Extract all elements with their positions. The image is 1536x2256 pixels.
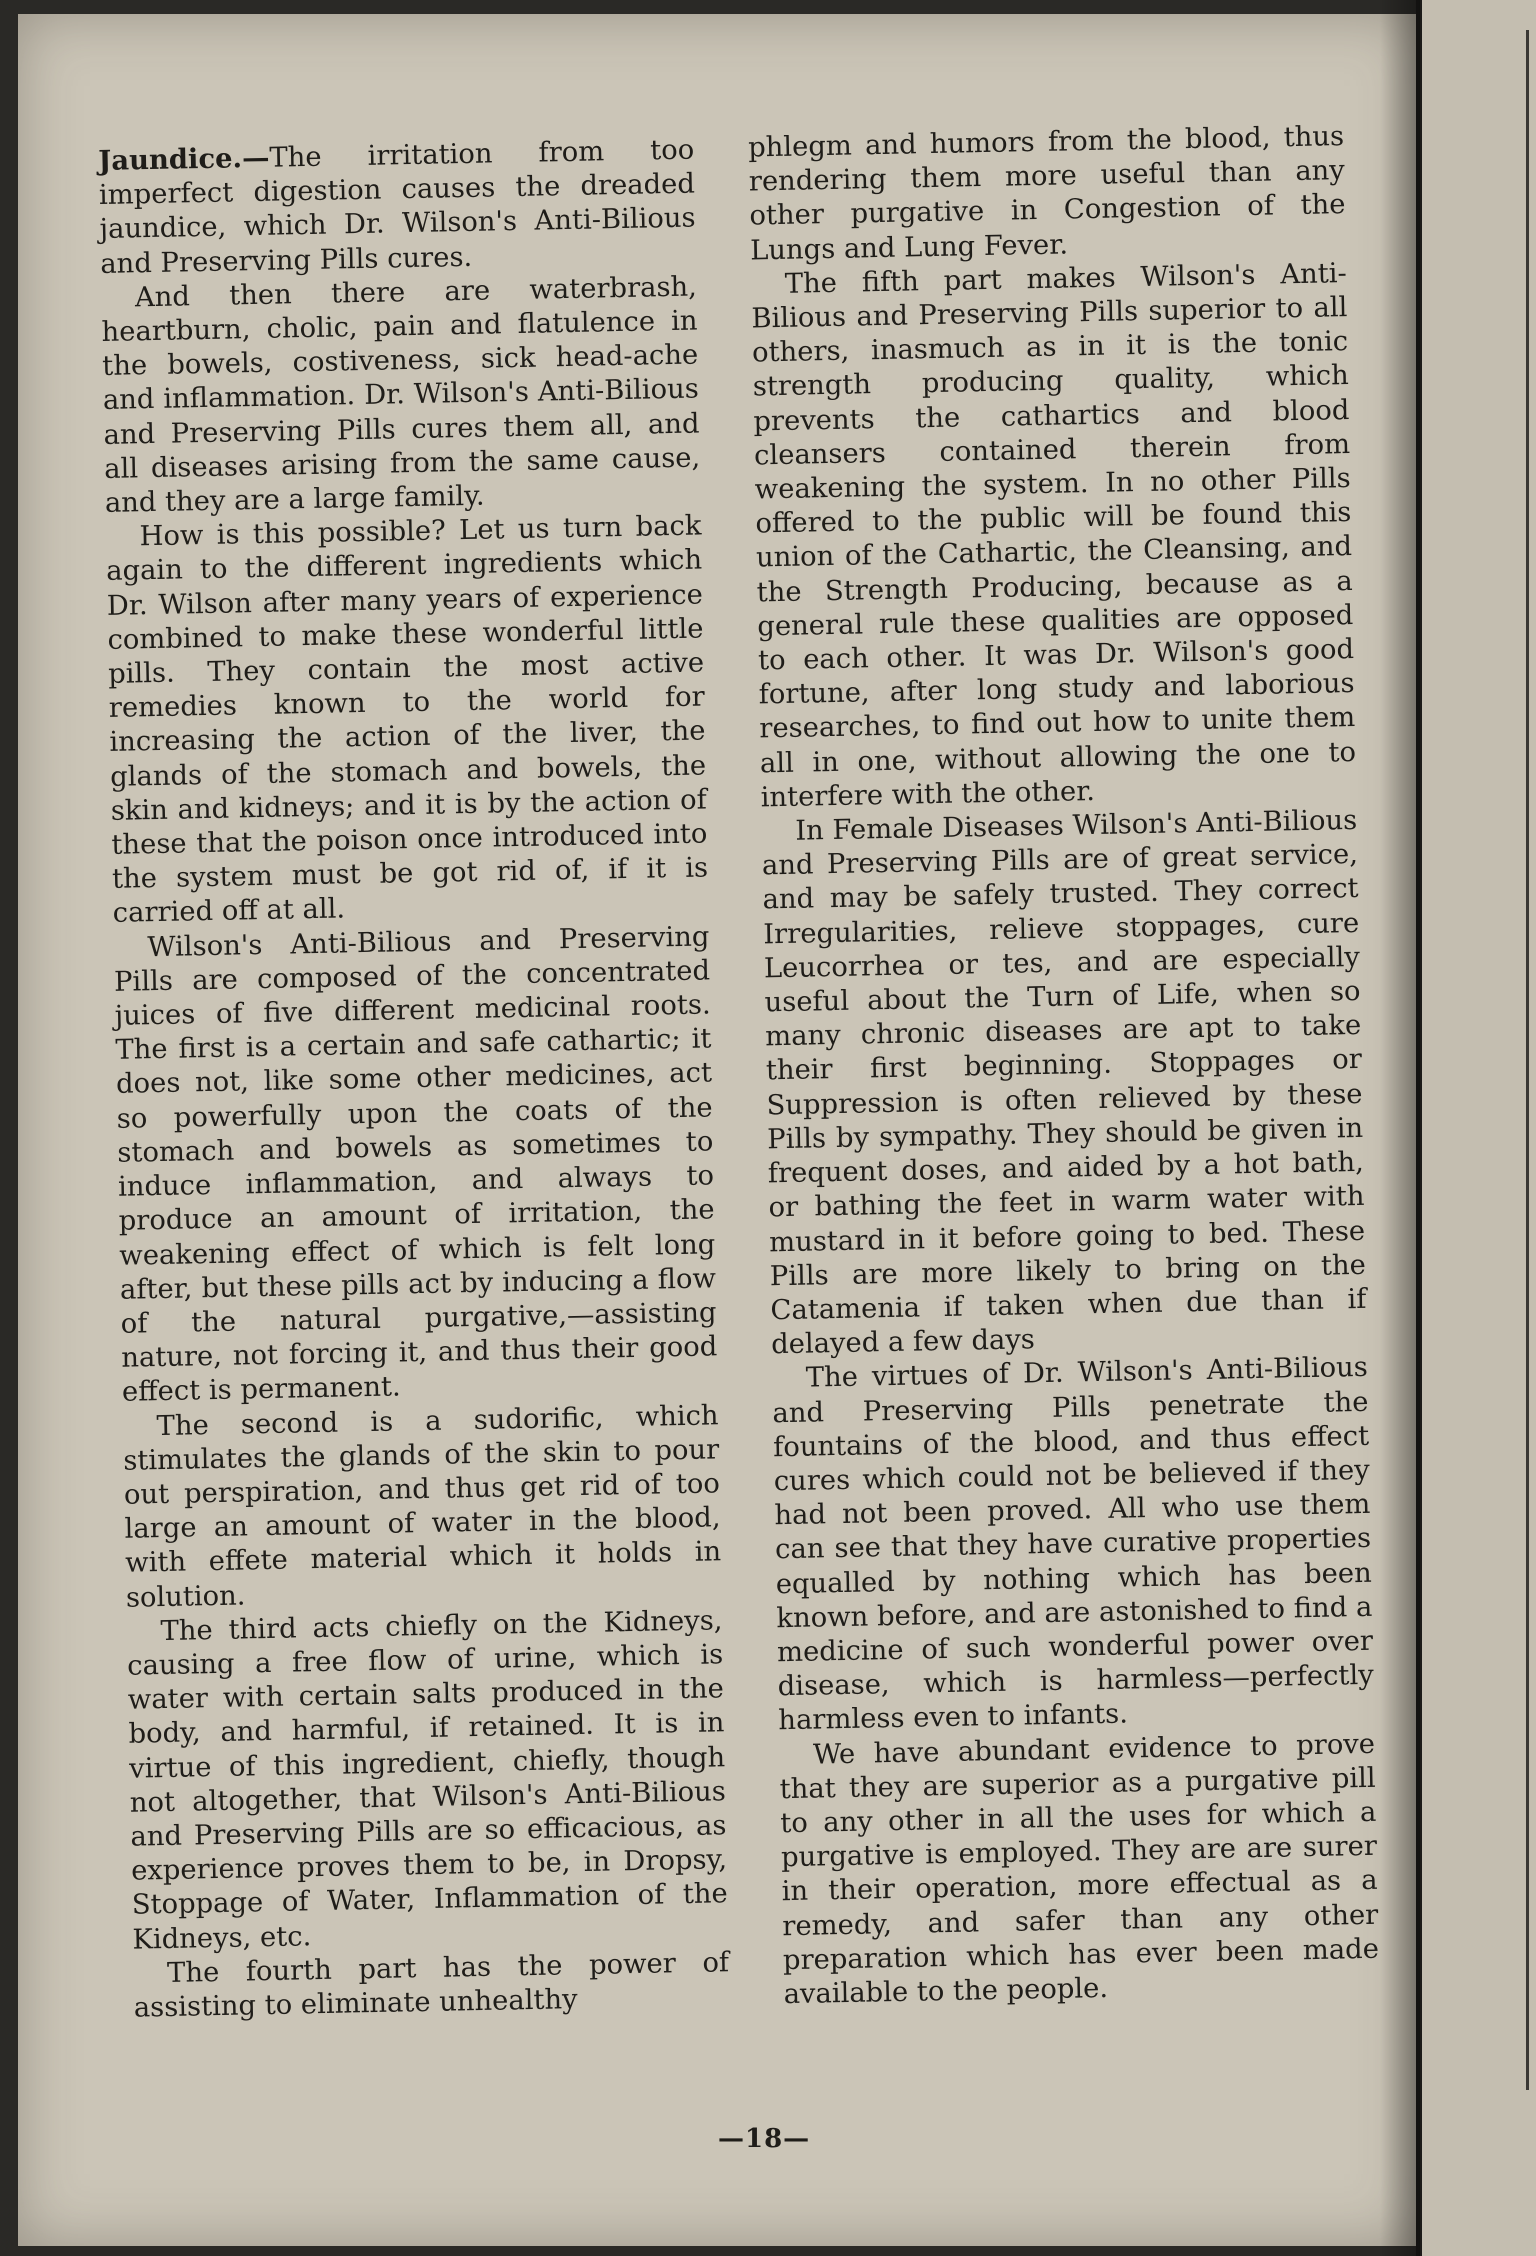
document-page <box>18 14 1416 2246</box>
paragraph-fifth-ingredient: The fifth part makes Wilson's Anti-Bilious and Preserving Pills superior to all others, inasmuch as in it is the tonic strength producing quality, which prevents the cathartics and blood cleansers contained therein from weakening the system. In no other Pills offered to the public will be found this union of the Cathartic, the Cleansing, and the Strength Producing, because as a general rule these qualities are opposed to each other. It was Dr. Wilson's good fortune, after long study and laborious researches, to find out how to unite them all in one, without allowing the one to interfere with the other. <box>751 257 1357 814</box>
paragraph-waterbrash: And then there are waterbrash, heartburn, cholic, pain and flatulence in the bowels, costiveness, sick head-ache and inflammation. Dr. Wilson's Anti-Bilious and Preserving Pills cures them all, and all diseases arising from the same cause, and they are a large family. <box>101 271 701 519</box>
page-number: —18— <box>718 2124 811 2154</box>
paragraph-female-diseases: In Female Diseases Wilson's Anti-Bilious and Preserving Pills are of great service, and may be safely trusted. They correct Irregularities, relieve stoppages, cure Leucorrhea or tes, and are especially useful about the Turn of Life, when so many chronic diseases are apt to take their first beginning. Stoppages or Suppression is often relieved by these Pills by sympathy. They should be given in frequent doses, and aided by a hot bath, or bathing the feet in warm water with mustard in it before going to bed. These Pills are more likely to bring on the Catamenia if taken when due than if delayed a few days <box>761 805 1367 1361</box>
paragraph-jaundice-text: The irritation from too imperfect digestion causes the dreaded jaundice, which Dr. Wilson's Anti-Bilious and Preserving Pills cures. <box>98 134 696 280</box>
paragraph-composition: Wilson's Anti-Bilious and Preserving Pills are composed of the concentrated juices of five different medicinal roots. The first is a certain and safe cathartic; it does not, like some other medicines, act so powerfully upon the coats of the stomach and bowels as sometimes to induce inflammation, and always to produce an amount of irritation, the weakening effect of which is felt long after, but these pills act by inducing a flow of the natural purgative,—assisting nature, not forcing it, and thus their good effect is permanent. <box>113 921 718 1409</box>
text-columns <box>98 120 1395 2094</box>
adjacent-page-edge <box>1416 0 1536 2256</box>
right-column <box>748 120 1380 2012</box>
left-column <box>98 133 730 2026</box>
adjacent-page-rule <box>1526 30 1529 2090</box>
paragraph-how-possible: How is this possible? Let us turn back again to the different ingredients which Dr. Wilson after many years of experience combined to make these wonderful little pills. They contain the most active remedies known to the world for increasing the action of the liver, the glands of the stomach and bowels, the skin and kidneys; and it is by the action of these that the poison once introduced into the system must be got rid of, if it is carried off at all. <box>105 510 709 930</box>
paragraph-virtues: The virtues of Dr. Wilson's Anti-Bilious and Preserving Pills penetrate the fountains of the blood, and thus effect cures which could not be believed if they had not been proved. All who use them can see that they have curative properties equalled by nothing which has been known before, and are astonished to find a medicine of such wonderful power over disease, which is harmless—perfectly harmless even to infants. <box>772 1352 1374 1737</box>
paragraph-second-ingredient: The second is a sudorific, which stimulates the glands of the skin to pour out perspiration, and thus get rid of too large an amount of water in the blood, with effete material which it holds in solution. <box>122 1399 722 1614</box>
section-lead-jaundice: Jaundice.— <box>98 141 270 177</box>
paragraph-evidence: We have abundant evidence to prove that they are superior as a purgative pill to any other in all the uses for which a purgative is employed. They are are surer in their operation, more effectual as a remedy, and safer than any other preparation which has ever been made available to the people. <box>779 1728 1380 2011</box>
paragraph-jaundice <box>98 133 697 282</box>
paragraph-third-ingredient: The third acts chiefly on the Kidneys, causing a free flow of urine, which is water with certain salts produced in the body, and harmful, if retained. It is in virtue of this ingredient, chiefly, though not altogether, that Wilson's Anti-Bilious and Preserving Pills are so efficacious, as experience proves them to be, in Dropsy, Stoppage of Water, Inflammation of the Kidneys, etc. <box>126 1605 729 1956</box>
paragraph-fourth-ingredient: The fourth part has the power of assisting to eliminate unhealthy <box>133 1946 730 2024</box>
paragraph-phlegm: phlegm and humors from the blood, thus rendering them more useful than any other purgative in Congestion of the Lungs and Lung Fever. <box>747 121 1346 267</box>
page-fold-shadow <box>1380 0 1420 2256</box>
